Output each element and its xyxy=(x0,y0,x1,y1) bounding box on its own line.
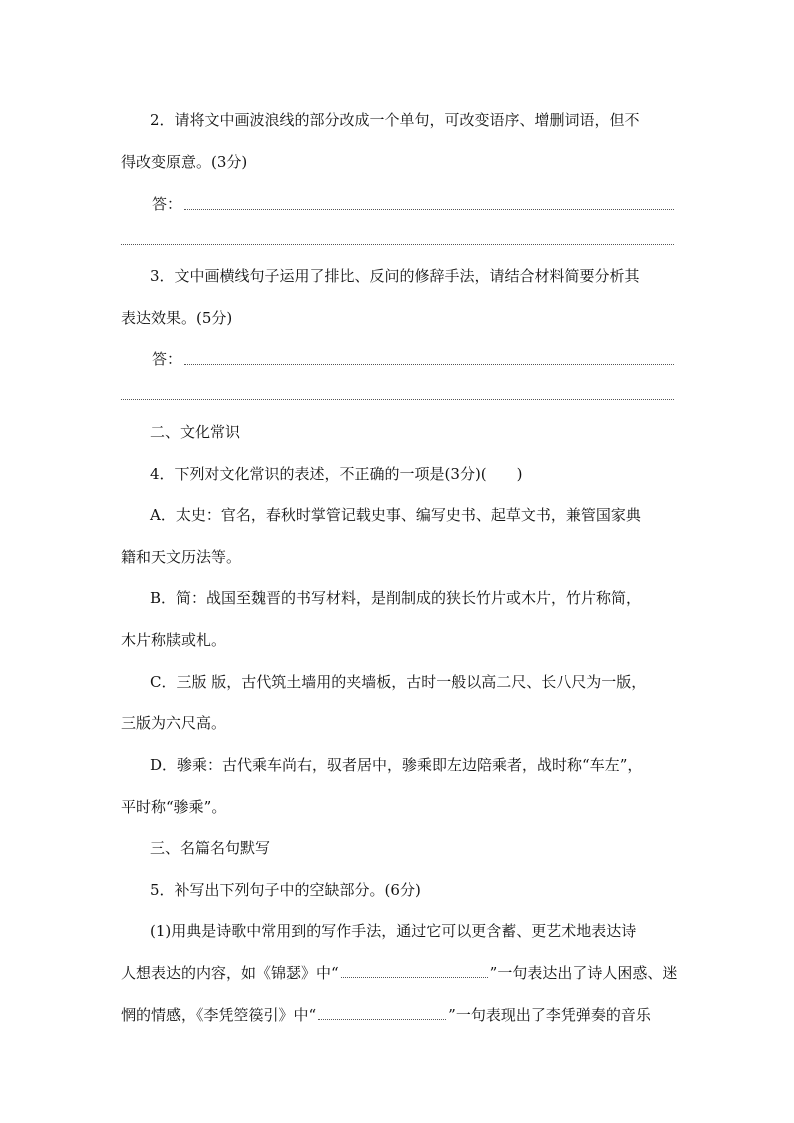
q2-line-1: 2．请将文中画波浪线的部分改成一个单句，可改变语序、增删词语，但不 xyxy=(150,111,640,129)
q4-option-c-line-1: C．三版 版，古代筑土墙用的夹墙板，古时一般以高二尺、长八尺为一版， xyxy=(150,673,647,691)
q5-part1-line-3-text-b: ”一句表现出了李凭弹奏的音乐 xyxy=(448,1006,651,1024)
q4-option-b-line-2: 木片称牍或札。 xyxy=(121,631,227,649)
q3-line-1: 3．文中画横线句子运用了排比、反问的修辞手法，请结合材料简要分析其 xyxy=(150,267,640,285)
q5-part1-line-2-text-b: ”一句表达出了诗人困惑、迷 xyxy=(489,964,678,982)
q2-line-2: 得改变原意。(3分) xyxy=(121,153,248,171)
q5-stem: 5．补写出下列句子中的空缺部分。(6分) xyxy=(150,881,421,899)
q5-blank-2[interactable] xyxy=(318,1005,446,1020)
q5-part1-line-3-text-a: 惘的情感，《李凭箜篌引》中“ xyxy=(121,1006,317,1024)
q4-option-d-line-2: 平时称“骖乘”。 xyxy=(121,798,227,816)
q5-part1-line-2-text-a: 人想表达的内容，如《锦瑟》中“ xyxy=(121,964,339,982)
q5-part1-line-2 xyxy=(0,963,794,983)
q4-option-d-line-1: D．骖乘：古代乘车尚右，驭者居中，骖乘即左边陪乘者，战时称“车左”， xyxy=(150,756,643,774)
q3-answer-line-1[interactable] xyxy=(184,364,674,365)
q2-answer-label: 答： xyxy=(152,195,183,213)
q4-stem: 4．下列对文化常识的表述，不正确的一项是(3分)( ) xyxy=(150,465,523,483)
section-heading-culture: 二、文化常识 xyxy=(150,423,241,441)
q5-part1-line-3 xyxy=(0,1005,794,1025)
q3-answer-label: 答： xyxy=(152,350,183,368)
q4-option-b-line-1: B．简：战国至魏晋的书写材料，是削制成的狭长竹片或木片，竹片称简， xyxy=(150,589,642,607)
q5-part1-line-1: (1)用典是诗歌中常用到的写作手法，通过它可以更含蓄、更艺术地表达诗 xyxy=(150,922,637,940)
q4-option-a-line-1: A．太史：官名，春秋时掌管记载史事、编写史书、起草文书，兼管国家典 xyxy=(150,506,641,524)
q3-answer-line-2[interactable] xyxy=(121,399,674,400)
q2-answer-line-1[interactable] xyxy=(184,209,674,210)
q4-option-c-line-2: 三版为六尺高。 xyxy=(121,714,227,732)
section-heading-famous-lines: 三、名篇名句默写 xyxy=(150,839,271,857)
q2-answer-line-2[interactable] xyxy=(121,244,674,245)
q3-line-2: 表达效果。(5分) xyxy=(121,309,233,327)
q5-blank-1[interactable] xyxy=(341,963,488,978)
q4-option-a-line-2: 籍和天文历法等。 xyxy=(121,548,242,566)
